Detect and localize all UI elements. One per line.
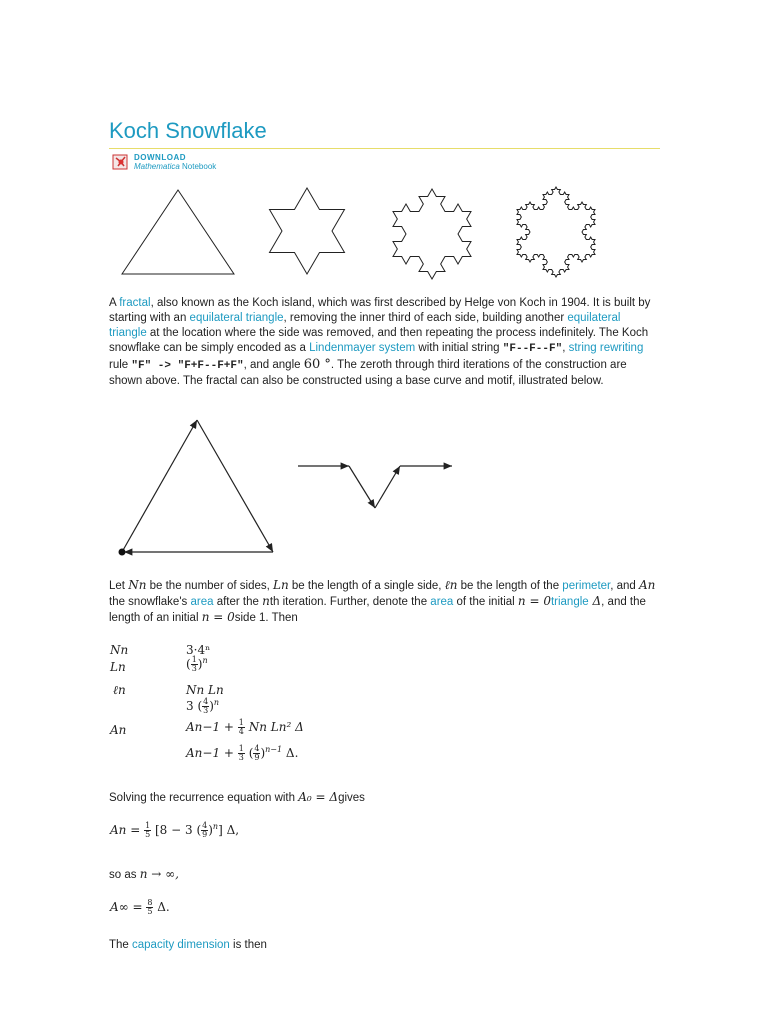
download-label: DOWNLOAD (134, 153, 186, 162)
koch-curve (393, 189, 471, 279)
motif-figure (296, 456, 456, 512)
eq-Ln-rhs: ( $\frac{1}{3}$ )$^n$ (186, 655, 208, 673)
eq-Nn-lhs: Nn (110, 643, 129, 657)
link-lindenmayer-system[interactable]: Lindenmayer system (309, 342, 416, 354)
solving-text: Solving the recurrence equation with A₀ = Δgives (109, 790, 365, 804)
so-as-text: so as n → ∞, (109, 867, 179, 881)
link-area-2[interactable]: area (430, 596, 454, 608)
intro-paragraph: A fractal, also known as the Koch island, which was first described by Helge von Koch in 1904. It is built by starting with an equilateral triangle, removing the inner third of each side, building another equilateral triangle at the location where the side was removed, and then repeating the process indefinitely. The Koch snowflake can be simply encoded as a Lindenmayer system with initial string "F--F--F", string rewriting rule "F" -> "F+F--F+F", and angle 60 °. The zeroth through third iterations of the construction are shown above. The fractal can also be constructed using a base curve and motif, illustrated below. (109, 297, 651, 387)
base-curve-figure (112, 416, 282, 562)
link-triangle[interactable]: triangle (550, 596, 589, 608)
koch-iteration-0 (118, 188, 238, 278)
koch-iteration-3 (510, 180, 602, 276)
initial-string: "F--F--F" (502, 343, 563, 355)
eq-Nn-rhs: 3·4ⁿ (186, 643, 211, 657)
limit-equation: A∞ = $\frac{8}{5}$ Δ. (110, 898, 170, 916)
eq-An-rhs2: An−1 + $\frac{1}{3}$ ( $\frac{4}{9}$ )$^{n-1}$ Δ. (186, 744, 299, 762)
koch-iteration-2 (386, 186, 478, 276)
notebook-icon (111, 152, 131, 172)
eq-Ln-lhs: Ln (110, 660, 126, 674)
title-divider (109, 148, 660, 149)
link-capacity-dimension[interactable]: capacity dimension (132, 939, 230, 951)
link-fractal[interactable]: fractal (119, 297, 151, 309)
link-equilateral-triangle-2[interactable]: equilateral triangle (109, 312, 621, 339)
closed-form-equation: An = $\frac{1}{5}$ [8 − 3 ( $\frac{4}{9}$ )$^n$] Δ, (110, 821, 240, 839)
link-equilateral-triangle[interactable]: equilateral triangle (189, 312, 284, 324)
link-area[interactable]: area (190, 596, 214, 608)
eq-ln-rhs: Nn Ln (186, 683, 224, 697)
link-string-rewriting[interactable]: string rewriting (568, 342, 644, 354)
angle-value: 60 ° (303, 357, 331, 372)
eq-ln-rhs2: 3 ( $\frac{4}{3}$ )$^n$ (186, 697, 220, 715)
link-perimeter[interactable]: perimeter (562, 580, 611, 592)
eq-An-lhs: An (110, 723, 127, 737)
page-title: Koch Snowflake (109, 118, 267, 143)
koch-iteration-1 (262, 186, 352, 278)
definitions-paragraph: Let Nn be the number of sides, Ln be the length of a single side, ℓn be the length of the perimeter, and An the snowflake's area after the nth iteration. Further, denote the area of the initial n = 0triangle Δ, and the length of an initial n = 0side 1. Then (109, 578, 656, 624)
koch-curve (517, 187, 595, 277)
eq-ln-lhs: ℓn (113, 683, 126, 697)
eq-An-rhs1: An−1 + $\frac{1}{4}$ Nn Ln² Δ (186, 718, 304, 736)
download-sublabel: Mathematica Notebook (134, 162, 217, 171)
capacity-text: The capacity dimension is then (109, 939, 267, 951)
